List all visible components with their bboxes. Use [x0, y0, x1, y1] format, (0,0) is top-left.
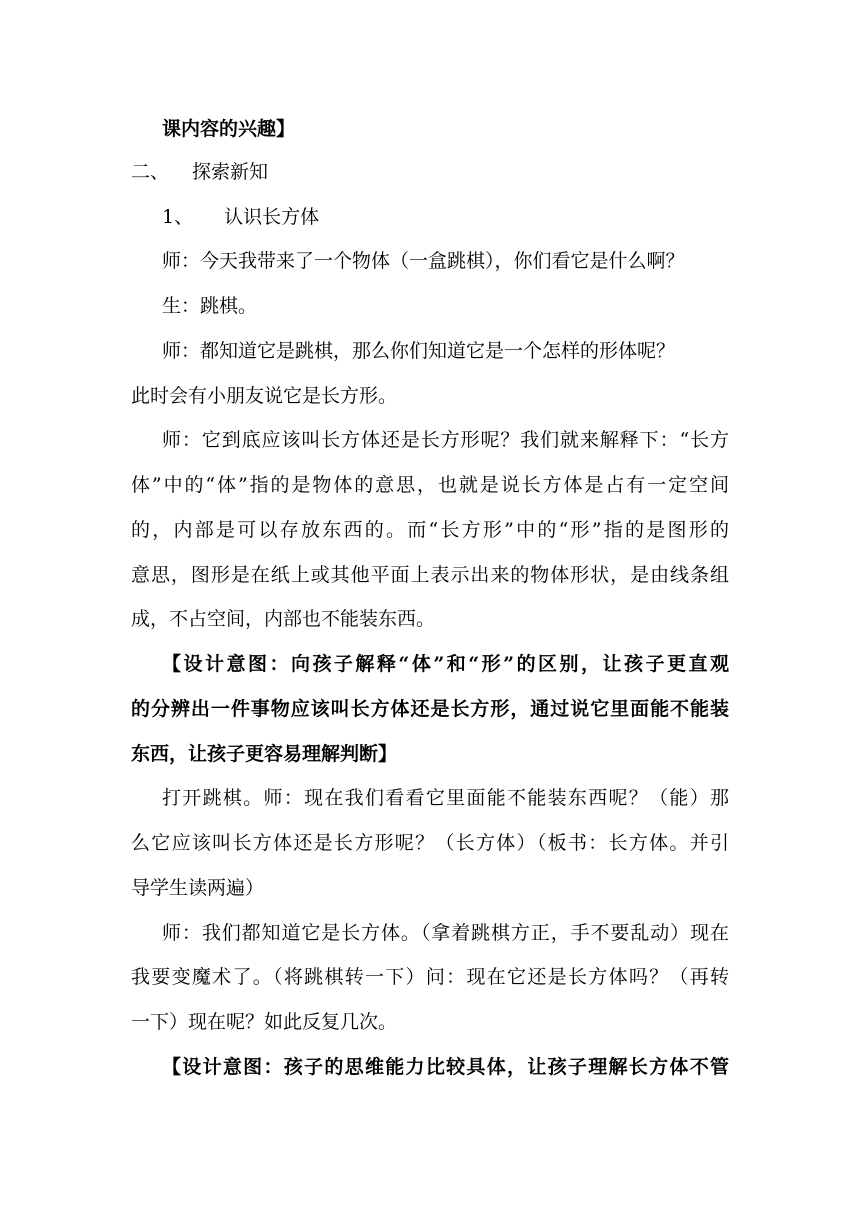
- text-line: 的，内部是可以存放东西的。而“长方形”中的“形”指的是图形的: [131, 519, 729, 541]
- text-line: 课内容的兴趣】: [162, 118, 296, 140]
- section-heading: [131, 157, 268, 187]
- text-line: 【设计意图：孩子的思维能力比较具体，让孩子理解长方体不管: [162, 1056, 729, 1078]
- text-line: 此时会有小朋友说它是长方形。: [131, 385, 398, 407]
- text-line: 打开跳棋。师：现在我们看看它里面能不能装东西呢？（能）那: [162, 787, 729, 809]
- text-line: 么它应该叫长方体还是长方形呢？（长方体）（板书：长方体。并引: [131, 832, 729, 854]
- section-number: 二、: [131, 161, 170, 183]
- text-line: 东西，让孩子更容易理解判断】: [131, 743, 398, 765]
- text-line: 生：跳棋。: [162, 295, 258, 317]
- text-line: 的分辨出一件事物应该叫长方体还是长方形，通过说它里面能不能装: [131, 698, 729, 720]
- text-line: 意思，图形是在纸上或其他平面上表示出来的物体形状，是由线条组: [131, 564, 729, 586]
- subsection-title: 认识长方体: [224, 206, 320, 228]
- text-line: 师：我们都知道它是长方体。（拿着跳棋方正，手不要乱动）现在: [162, 922, 729, 944]
- text-line: 【设计意图：向孩子解释“体”和“形”的区别，让孩子更直观: [162, 653, 729, 675]
- text-line: 师：今天我带来了一个物体（一盒跳棋），你们看它是什么啊？: [162, 250, 685, 272]
- text-line: 师：都知道它是跳棋，那么你们知道它是一个怎样的形体呢？: [162, 340, 676, 362]
- text-line: 一下）现在呢？如此反复几次。: [131, 1011, 398, 1033]
- text-line: 导学生读两遍）: [131, 877, 265, 899]
- section-title: 探索新知: [192, 161, 269, 183]
- text-line: 成，不占空间，内部也不能装东西。: [131, 608, 436, 630]
- subsection-number: 1、: [162, 206, 194, 228]
- text-line: 我要变魔术了。（将跳棋转一下）问：现在它还是长方体吗？（再转: [131, 966, 729, 988]
- text-line: 体”中的“体”指的是物体的意思，也就是说长方体是占有一定空间: [131, 474, 729, 496]
- subsection-heading: [162, 202, 319, 232]
- text-line: 师：它到底应该叫长方体还是长方形呢？我们就来解释下：“长方: [162, 429, 729, 451]
